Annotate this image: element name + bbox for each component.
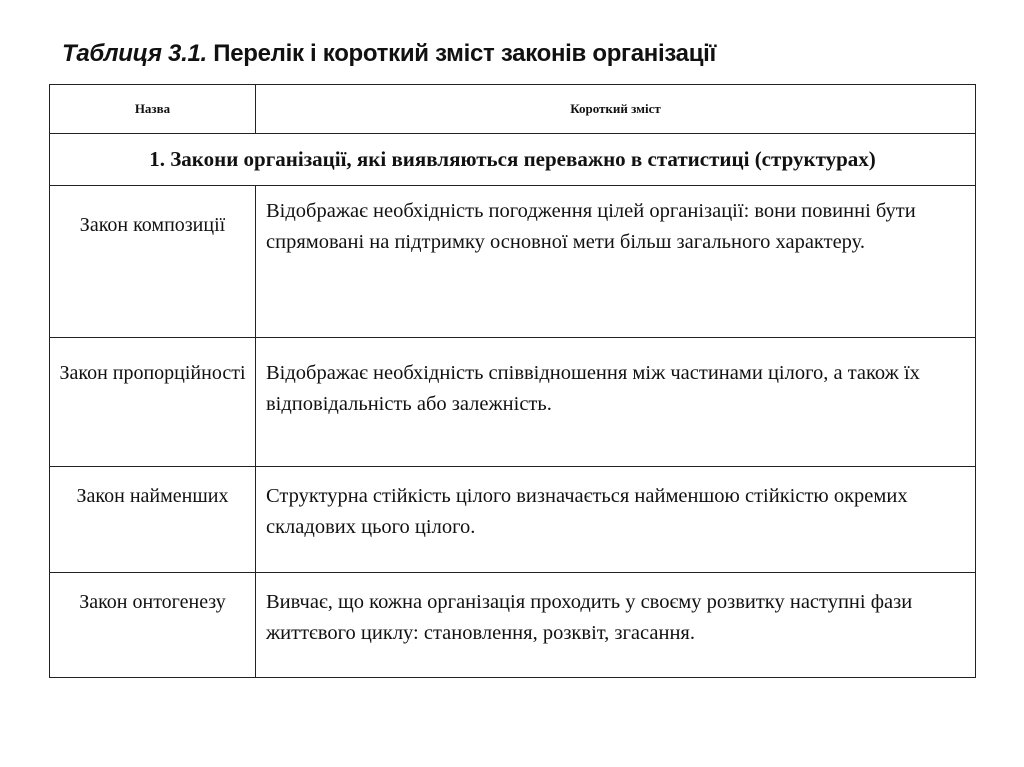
law-name: Закон композиції [50,186,256,338]
law-description: Відображає необхідність погодження цілей організації: вони повинні бути спрямовані на підтримку основної мети більш загального характеру. [256,186,976,338]
header-row [50,85,976,134]
table-row [50,573,976,678]
table-row [50,467,976,573]
section-title: 1. Закони організації, які виявляються переважно в статистиці (структурах) [50,134,976,186]
section-row [50,134,976,186]
header-name: Назва [50,85,256,134]
table-caption [62,40,716,68]
laws-table [49,84,976,678]
table-row [50,338,976,467]
law-name: Закон найменших [50,467,256,573]
header-summary: Короткий зміст [256,85,976,134]
law-description: Вивчає, що кожна організація проходить у своєму розвитку наступні фази життєвого циклу: становлення, розквіт, згасання. [256,573,976,678]
law-name: Закон онтогенезу [50,573,256,678]
table-row [50,186,976,338]
table-title: Перелік і короткий зміст законів організації [206,40,717,67]
law-description: Відображає необхідність співвідношення між частинами цілого, а також їх відповідальність або залежність. [256,338,976,467]
table-number: Таблиця 3.1. [62,40,207,67]
law-description: Структурна стійкість цілого визначається найменшою стійкістю окремих складових цього цілого. [256,467,976,573]
law-name: Закон пропорційності [50,338,256,467]
